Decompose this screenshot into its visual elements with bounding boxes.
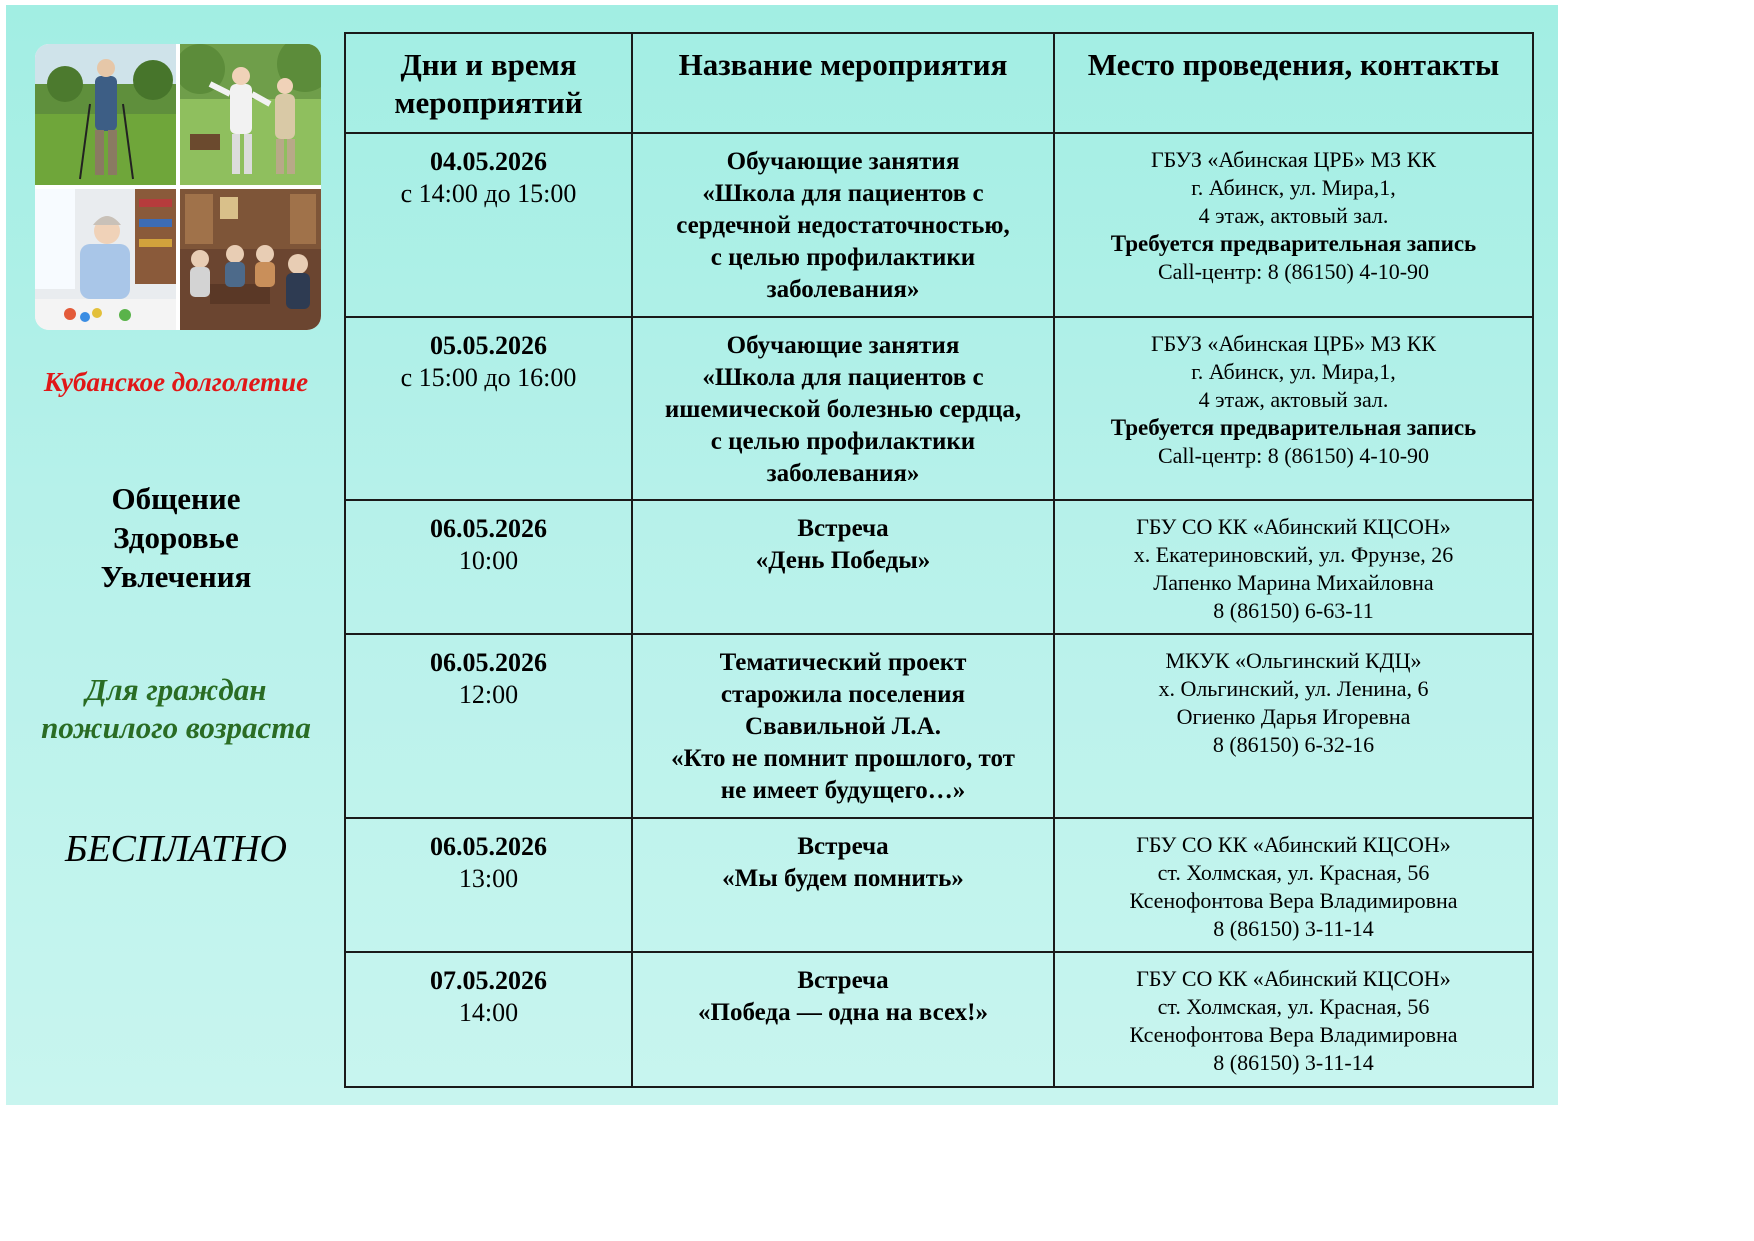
contact-phone: 8 (86150) 3-11-14 [1213, 916, 1374, 941]
date-cell [345, 500, 632, 634]
motto-line: Увлечения [100, 559, 252, 594]
header-event-name: Название мероприятия [632, 33, 1054, 133]
table-row [345, 500, 1533, 634]
painting-woman-photo [35, 189, 176, 330]
table-row [345, 317, 1533, 500]
event-date: 06.05.2026 [430, 514, 547, 543]
event-time: 12:00 [458, 680, 519, 709]
contact-phone: 8 (86150) 6-63-11 [1213, 598, 1374, 623]
flyer-page [6, 5, 1558, 1105]
contact-phone: Call-центр: 8 (86150) 4-10-90 [1157, 443, 1430, 468]
header-place-contacts: Место проведения, контакты [1054, 33, 1533, 133]
event-cell: Встреча «Мы будем помнить» [632, 818, 1054, 952]
event-time: 13:00 [458, 864, 519, 893]
table-row [345, 133, 1533, 317]
date-cell [345, 317, 632, 500]
event-cell: Встреча «Победа — одна на всех!» [632, 952, 1054, 1087]
motto-line: Общение [111, 481, 241, 516]
event-time: 14:00 [458, 998, 519, 1027]
nordic-walking-photo [35, 44, 176, 185]
place-cell: МКУК «Ольгинский КДЦ» х. Ольгинский, ул. Ленина, 6 Огиенко Дарья Игоревна 8 (86150) 6-32-16 [1054, 634, 1533, 818]
place-cell: ГБУЗ «Абинская ЦРБ» МЗ КК г. Абинск, ул. Мира,1, 4 этаж, актовый зал. Требуется предварительная запись Call-центр: 8 (86150) 4-10-90 [1054, 133, 1533, 317]
date-cell [345, 634, 632, 818]
date-cell [345, 133, 632, 317]
event-time: 10:00 [458, 546, 519, 575]
table-row [345, 818, 1533, 952]
event-cell: Обучающие занятия «Школа для пациентов с ишемической болезнью сердца, с целью профилактики заболевания» [632, 317, 1054, 500]
header-date-time: Дни и время мероприятий [345, 33, 632, 133]
date-cell [345, 818, 632, 952]
dancing-seniors-photo [180, 44, 321, 185]
audience-line: пожилого возраста [41, 710, 311, 745]
program-brand: Кубанское долголетие [43, 367, 309, 397]
program-motto [6, 479, 346, 596]
contact-phone: 8 (86150) 3-11-14 [1213, 1050, 1374, 1075]
event-cell: Обучающие занятия «Школа для пациентов с сердечной недостаточностью, с целью профилактики заболевания» [632, 133, 1054, 317]
event-cell: Встреча «День Победы» [632, 500, 1054, 634]
place-cell: ГБУ СО КК «Абинский КЦСОН» ст. Холмская, ул. Красная, 56 Ксенофонтова Вера Владимировна 8 (86150) 3-11-14 [1054, 818, 1533, 952]
price-label: БЕСПЛАТНО [65, 828, 287, 870]
event-date: 05.05.2026 [430, 331, 547, 360]
photo-collage [35, 44, 321, 330]
registration-note: Требуется предварительная запись [1110, 231, 1477, 256]
place-cell: ГБУЗ «Абинская ЦРБ» МЗ КК г. Абинск, ул. Мира,1, 4 этаж, актовый зал. Требуется предварительная запись Call-центр: 8 (86150) 4-10-90 [1054, 317, 1533, 500]
place-cell: ГБУ СО КК «Абинский КЦСОН» х. Екатериновский, ул. Фрунзе, 26 Лапенко Марина Михайловна 8 (86150) 6-63-11 [1054, 500, 1533, 634]
events-schedule-table [344, 32, 1534, 1088]
date-cell [345, 952, 632, 1087]
place-cell: ГБУ СО КК «Абинский КЦСОН» ст. Холмская, ул. Красная, 56 Ксенофонтова Вера Владимировна 8 (86150) 3-11-14 [1054, 952, 1533, 1087]
event-date: 06.05.2026 [430, 648, 547, 677]
event-date: 04.05.2026 [430, 147, 547, 176]
table-row [345, 952, 1533, 1087]
event-date: 07.05.2026 [430, 966, 547, 995]
table-row [345, 634, 1533, 818]
contact-phone: Call-центр: 8 (86150) 4-10-90 [1157, 259, 1430, 284]
library-group-photo [180, 189, 321, 330]
event-date: 06.05.2026 [430, 832, 547, 861]
event-cell: Тематический проект старожила поселения Свавильной Л.А. «Кто не помнит прошлого, тот не имеет будущего…» [632, 634, 1054, 818]
event-time: с 15:00 до 16:00 [400, 363, 577, 392]
registration-note: Требуется предварительная запись [1110, 415, 1477, 440]
motto-line: Здоровье [113, 520, 239, 555]
target-audience [6, 671, 346, 747]
table-header-row [345, 33, 1533, 133]
audience-line: Для граждан [85, 672, 267, 707]
contact-phone: 8 (86150) 6-32-16 [1212, 732, 1375, 757]
event-time: с 14:00 до 15:00 [400, 179, 577, 208]
